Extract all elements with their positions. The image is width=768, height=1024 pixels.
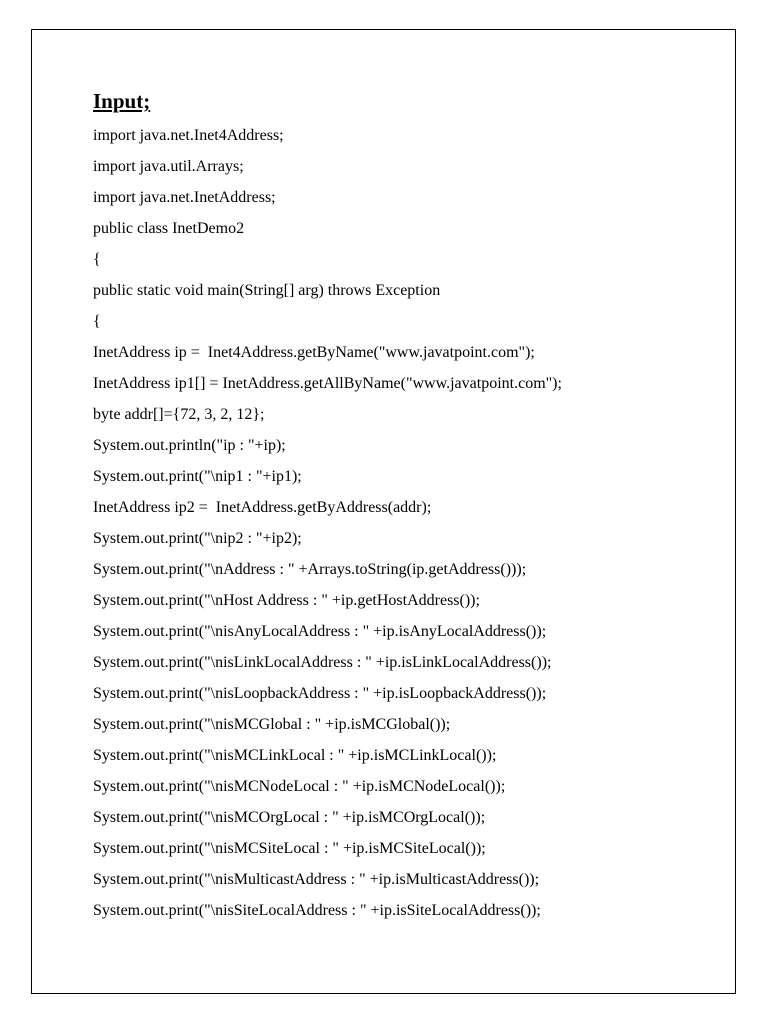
code-line: System.out.print("\nHost Address : " +ip.getHostAddress());: [93, 592, 480, 609]
code-line: System.out.print("\nAddress : " +Arrays.toString(ip.getAddress()));: [93, 561, 527, 578]
code-line: byte addr[]={72, 3, 2, 12};: [93, 406, 265, 423]
code-line: InetAddress ip1[] = InetAddress.getAllByName("www.javatpoint.com");: [93, 375, 562, 392]
document-heading: Input;: [93, 89, 151, 113]
code-line: System.out.print("\nisMCOrgLocal : " +ip.isMCOrgLocal());: [93, 809, 486, 826]
code-line: System.out.print("\nisSiteLocalAddress : " +ip.isSiteLocalAddress());: [93, 902, 541, 919]
code-line: System.out.print("\nisMCNodeLocal : " +ip.isMCNodeLocal());: [93, 778, 506, 795]
document-page: [31, 29, 736, 994]
code-line: System.out.print("\nisAnyLocalAddress : " +ip.isAnyLocalAddress());: [93, 623, 547, 640]
code-line: System.out.print("\nisLinkLocalAddress : " +ip.isLinkLocalAddress());: [93, 654, 552, 671]
code-line: System.out.print("\nisLoopbackAddress : " +ip.isLoopbackAddress());: [93, 685, 547, 702]
code-line: public class InetDemo2: [93, 220, 245, 237]
code-line: {: [93, 251, 101, 268]
code-line: System.out.print("\nisMCGlobal : " +ip.isMCGlobal());: [93, 716, 451, 733]
code-line: System.out.print("\nisMCSiteLocal : " +ip.isMCSiteLocal());: [93, 840, 486, 857]
code-line: InetAddress ip2 = InetAddress.getByAddress(addr);: [93, 499, 432, 516]
code-line: System.out.print("\nip1 : "+ip1);: [93, 468, 302, 485]
code-listing: [93, 120, 562, 926]
code-line: System.out.print("\nip2 : "+ip2);: [93, 530, 302, 547]
code-line: {: [93, 313, 101, 330]
code-line: System.out.print("\nisMCLinkLocal : " +ip.isMCLinkLocal());: [93, 747, 497, 764]
code-line: import java.util.Arrays;: [93, 158, 244, 175]
code-line: public static void main(String[] arg) throws Exception: [93, 282, 441, 299]
code-line: import java.net.InetAddress;: [93, 189, 276, 206]
code-line: import java.net.Inet4Address;: [93, 127, 284, 144]
code-line: System.out.println("ip : "+ip);: [93, 437, 286, 454]
code-line: InetAddress ip = Inet4Address.getByName("www.javatpoint.com");: [93, 344, 535, 361]
code-line: System.out.print("\nisMulticastAddress : " +ip.isMulticastAddress());: [93, 871, 540, 888]
